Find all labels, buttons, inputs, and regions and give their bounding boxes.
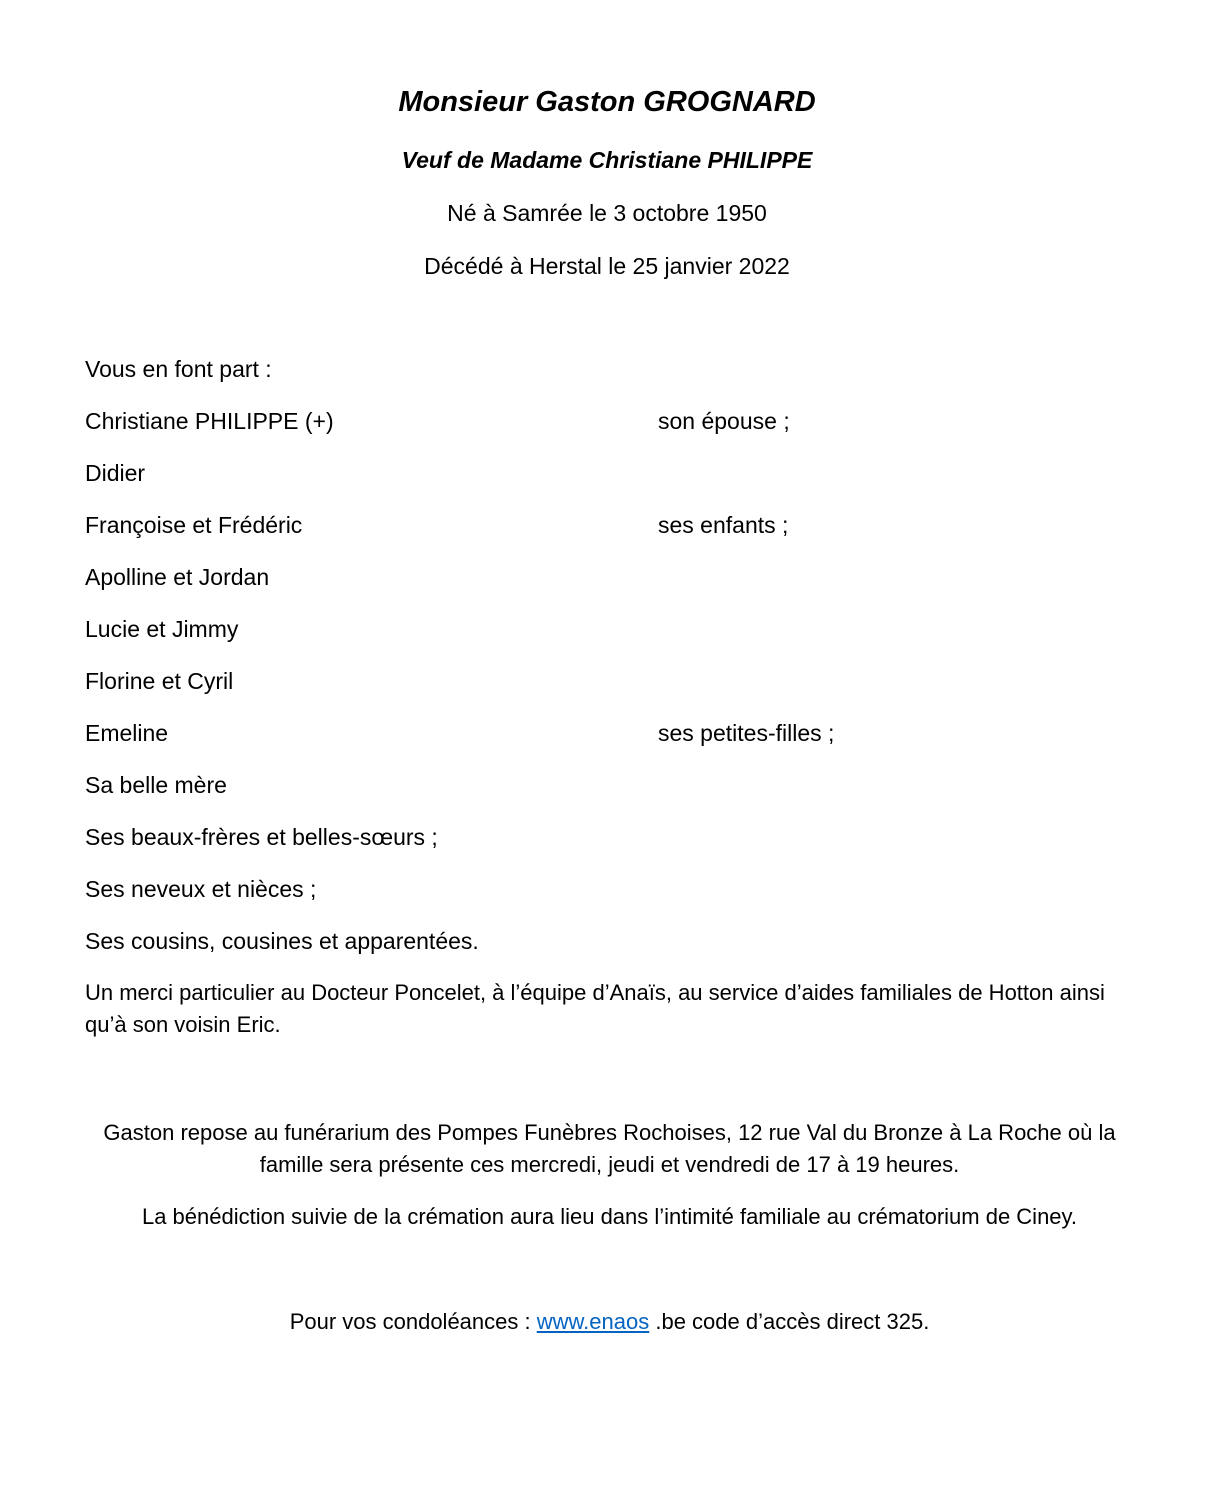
family-member-name: Ses beaux-frères et belles-sœurs ;: [85, 824, 438, 850]
family-row: [85, 669, 1134, 693]
family-member-name: Apolline et Jordan: [85, 564, 270, 590]
family-row: [85, 409, 1134, 433]
family-member-name: Didier: [85, 460, 146, 486]
family-row: [85, 513, 1134, 537]
family-row: [85, 565, 1134, 589]
thanks-paragraph: Un merci particulier au Docteur Poncelet, à l’équipe d’Anaïs, au service d’aides familiales de Hotton ainsi qu’à son voisin Eric.: [85, 980, 1105, 1037]
widower-subtitle: Veuf de Madame Christiane PHILIPPE: [401, 147, 813, 173]
family-member-name: Lucie et Jimmy: [85, 616, 239, 642]
family-row: [85, 617, 1134, 641]
death-line: Décédé à Herstal le 25 janvier 2022: [424, 253, 790, 279]
birth-line: Né à Samrée le 3 octobre 1950: [447, 200, 767, 226]
benediction-paragraph: La bénédiction suivie de la crémation aura lieu dans l’intimité familiale au crématorium de Ciney.: [141, 1204, 1078, 1229]
family-row: [85, 721, 1134, 745]
family-member-name: Emeline: [85, 720, 169, 746]
family-member-name: Françoise et Frédéric: [85, 512, 303, 538]
family-row: [85, 461, 1134, 485]
family-relation-label: ses enfants ;: [658, 512, 789, 538]
condolences-suffix: .be code d’accès direct 325.: [649, 1309, 930, 1334]
family-row: [85, 825, 1134, 849]
family-member-name: Florine et Cyril: [85, 668, 234, 694]
family-member-name: Ses cousins, cousines et apparentées.: [85, 928, 479, 954]
condolences-prefix: Pour vos condoléances :: [289, 1309, 537, 1334]
deceased-name-title: Monsieur Gaston GROGNARD: [398, 86, 816, 118]
family-relation-label: ses petites-filles ;: [658, 720, 835, 746]
family-row: [85, 877, 1134, 901]
condolences-line: [85, 1306, 1134, 1338]
family-row: [85, 773, 1134, 797]
family-member-name: Christiane PHILIPPE (+): [85, 408, 334, 434]
announcement-intro: Vous en font part :: [85, 356, 272, 382]
family-row: [85, 929, 1134, 953]
family-relation-label: son épouse ;: [658, 408, 790, 434]
enaos-link[interactable]: www.enaos: [536, 1309, 650, 1334]
family-member-name: Ses neveux et nièces ;: [85, 876, 317, 902]
repose-paragraph: Gaston repose au funérarium des Pompes Funèbres Rochoises, 12 rue Val du Bronze à La Roche où la famille sera présente ces mercredi, jeudi et vendredi de 17 à 19 heures.: [103, 1120, 1116, 1177]
family-member-name: Sa belle mère: [85, 772, 227, 798]
